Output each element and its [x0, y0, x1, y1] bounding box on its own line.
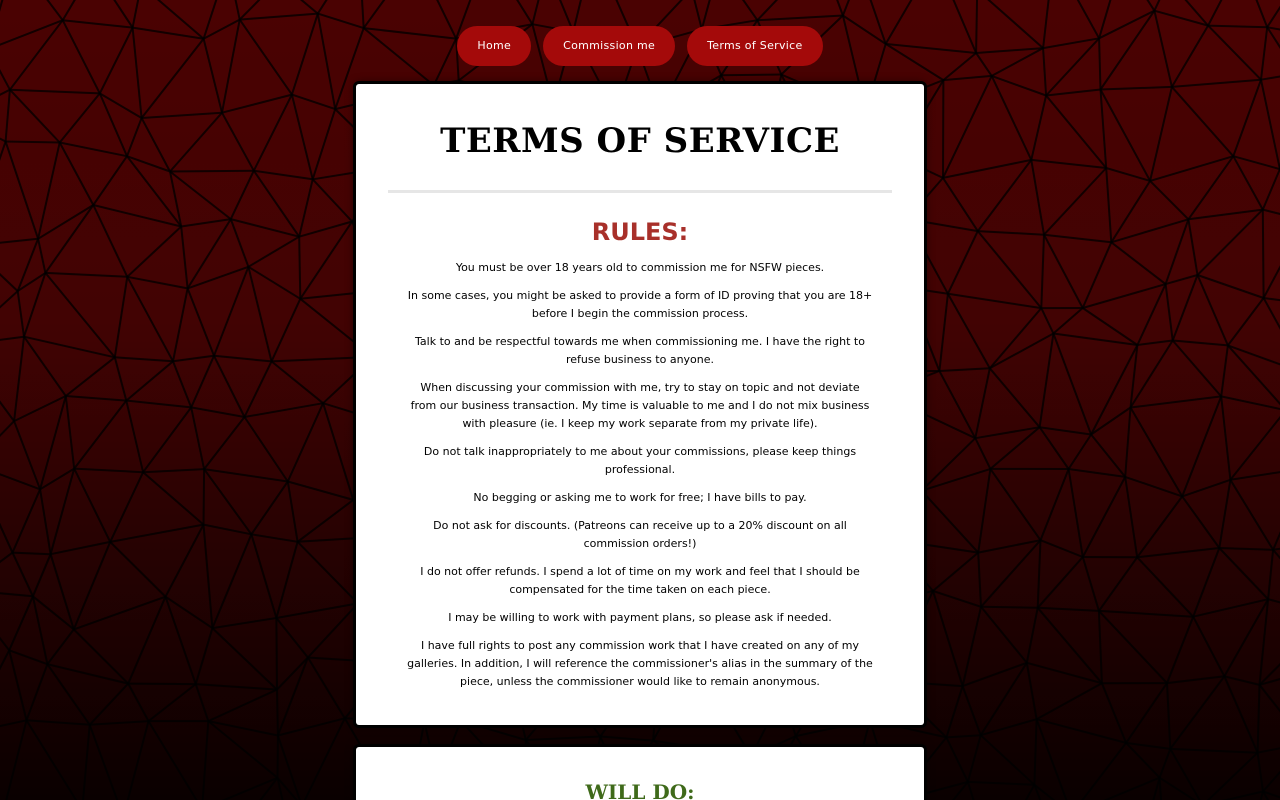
- top-nav: [0, 26, 1280, 66]
- rule-item: Talk to and be respectful towards me when commissioning me. I have the right to refuse business to anyone.: [415, 335, 865, 366]
- nav-terms-button[interactable]: Terms of Service: [687, 26, 822, 66]
- rule-item: In some cases, you might be asked to provide a form of ID proving that you are 18+ before I begin the commission process.: [407, 289, 873, 320]
- will-do-heading: WILL DO:: [585, 780, 695, 800]
- rule-item: I do not offer refunds. I spend a lot of time on my work and feel that I should be compensated for the time taken on each piece.: [420, 565, 860, 596]
- rules-heading: RULES:: [591, 218, 689, 246]
- rule-item: No begging or asking me to work for free; I have bills to pay.: [473, 491, 807, 504]
- rule-item: I may be willing to work with payment plans, so please ask if needed.: [448, 611, 832, 624]
- rule-item: You must be over 18 years old to commission me for NSFW pieces.: [455, 261, 825, 274]
- page-title: TERMS OF SERVICE: [440, 121, 840, 161]
- will-do-card: [356, 747, 924, 800]
- rule-item: Do not ask for discounts. (Patreons can receive up to a 20% discount on all commission orders!): [433, 519, 847, 550]
- nav-home-button[interactable]: Home: [457, 26, 531, 66]
- rule-item: When discussing your commission with me, try to stay on topic and not deviate from our business transaction. My time is valuable to me and I do not mix business with pleasure (ie. I keep my work separate from my private life).: [410, 381, 870, 430]
- divider: [388, 190, 892, 193]
- terms-card: [356, 84, 924, 725]
- rules-list: [406, 259, 874, 691]
- rule-item: I have full rights to post any commission work that I have created on any of my galleries. In addition, I will reference the commissioner's alias in the summary of the piece, unless the commissioner would like to remain anonymous.: [407, 639, 873, 688]
- rule-item: Do not talk inappropriately to me about your commissions, please keep things professional.: [423, 445, 857, 476]
- nav-commission-button[interactable]: Commission me: [543, 26, 675, 66]
